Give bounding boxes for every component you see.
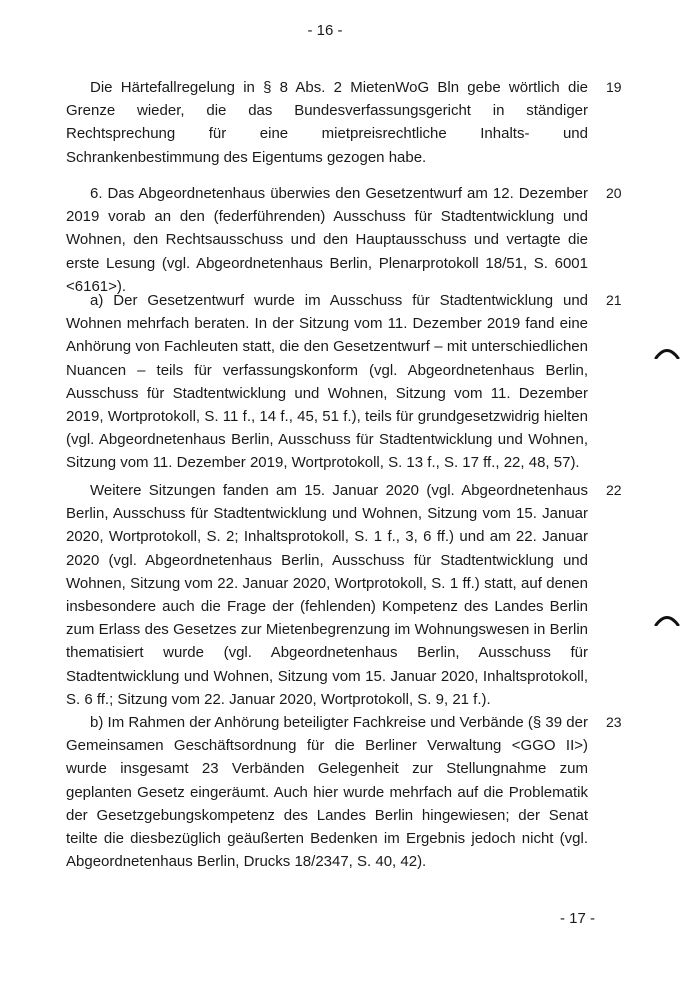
paragraph-23: b) Im Rahmen der Anhörung beteiligter Fachkreise und Verbände (§ 39 der Gemeinsamen Geschäftsordnung für die Berliner Verwaltung <GGO II>) wurde insgesamt 23 Verbänden Gelegenheit zur Stellungnahme zum geplanten Gesetz eingeräumt. Auch hier wurde mehrfach auf die Problematik der Gesetzgebungskompetenz des Landes Berlin hingewiesen; der Senat teilte die diesbezüglich geäußerten Bedenken im Ergebnis jedoch nicht (vgl. Abgeordnetenhaus Berlin, Drucks 18/2347, S. 40, 42). (66, 714, 588, 871)
paragraph-22: Weitere Sitzungen fanden am 15. Januar 2020 (vgl. Abgeordnetenhaus Berlin, Ausschuss für Stadtentwicklung und Wohnen, Sitzung vom 15. Januar 2020, Wortprotokoll, S. 2; Inhaltsprotokoll, S. 1 f., 3, 6 ff.) und am 22. Januar 2020 (vgl. Abgeordnetenhaus Berlin, Ausschuss für Stadtentwicklung und Wohnen, Sitzung vom 22. Januar 2020, Wortprotokoll, S. 1 ff.) statt, auf denen insbesondere auch die Frage der (fehlenden) Kompetenz des Landes Berlin zum Erlass des Gesetzes zur Mietenbegrenzung im Wohnungswesen in Berlin thematisiert wurde (vgl. Abgeordnetenhaus Berlin, Ausschuss für Stadtentwicklung und Wohnen, Sitzung vom 15. Januar 2020, Inhaltsprotokoll, S. 6 ff.; Sitzung vom 22. Januar 2020, Wortprotokoll, S. 9, 21 f.). (66, 482, 588, 708)
paragraph-20: 6. Das Abgeordnetenhaus überwies den Gesetzentwurf am 12. Dezember 2019 vorab an den (federführenden) Ausschuss für Stadtentwicklung und Wohnen, den Rechtsausschuss und den Hauptausschuss und vertagte die erste Lesung (vgl. Abgeordnetenhaus Berlin, Plenarprotokoll 18/51, S. 6001 <6161>). (66, 185, 588, 295)
paragraph-21: a) Der Gesetzentwurf wurde im Ausschuss für Stadtentwicklung und Wohnen mehrfach beraten. In der Sitzung vom 11. Dezember 2019 fand eine Anhörung von Fachleuten statt, die den Gesetzentwurf – mit unterschiedlichen Nuancen – teils für verfassungskonform (vgl. Abgeordnetenhaus Berlin, Ausschuss für Stadtentwicklung und Wohnen, Sitzung vom 11. Dezember 2019, Wortprotokoll, S. 11 f., 14 f., 45, 51 f.), teils für grundgesetzwidrig hielten (vgl. Abgeordnetenhaus Berlin, Ausschuss für Stadtentwicklung und Wohnen, Sitzung vom 11. Dezember 2019, Wortprotokoll, S. 13 f., S. 17 ff., 22, 48, 57). (66, 292, 588, 472)
next-page-number: - 17 - (560, 910, 596, 927)
paragraph-19: Die Härtefallregelung in § 8 Abs. 2 MietenWoG Bln gebe wörtlich die Grenze wieder, die das Bundesverfassungsgericht in ständiger Rechtsprechung für eine mietpreisrechtliche Inhalts- und Schrankenbestimmung des Eigentums gezogen habe. (66, 79, 588, 166)
margin-number-22: 22 (606, 482, 622, 498)
punch-hole-mark-icon (654, 345, 680, 359)
margin-number-19: 19 (606, 79, 622, 95)
punch-hole-mark-icon (654, 612, 680, 626)
margin-number-20: 20 (606, 185, 622, 201)
page-number-header: - 16 - (307, 22, 343, 39)
margin-number-21: 21 (606, 292, 622, 308)
margin-number-23: 23 (606, 714, 622, 730)
